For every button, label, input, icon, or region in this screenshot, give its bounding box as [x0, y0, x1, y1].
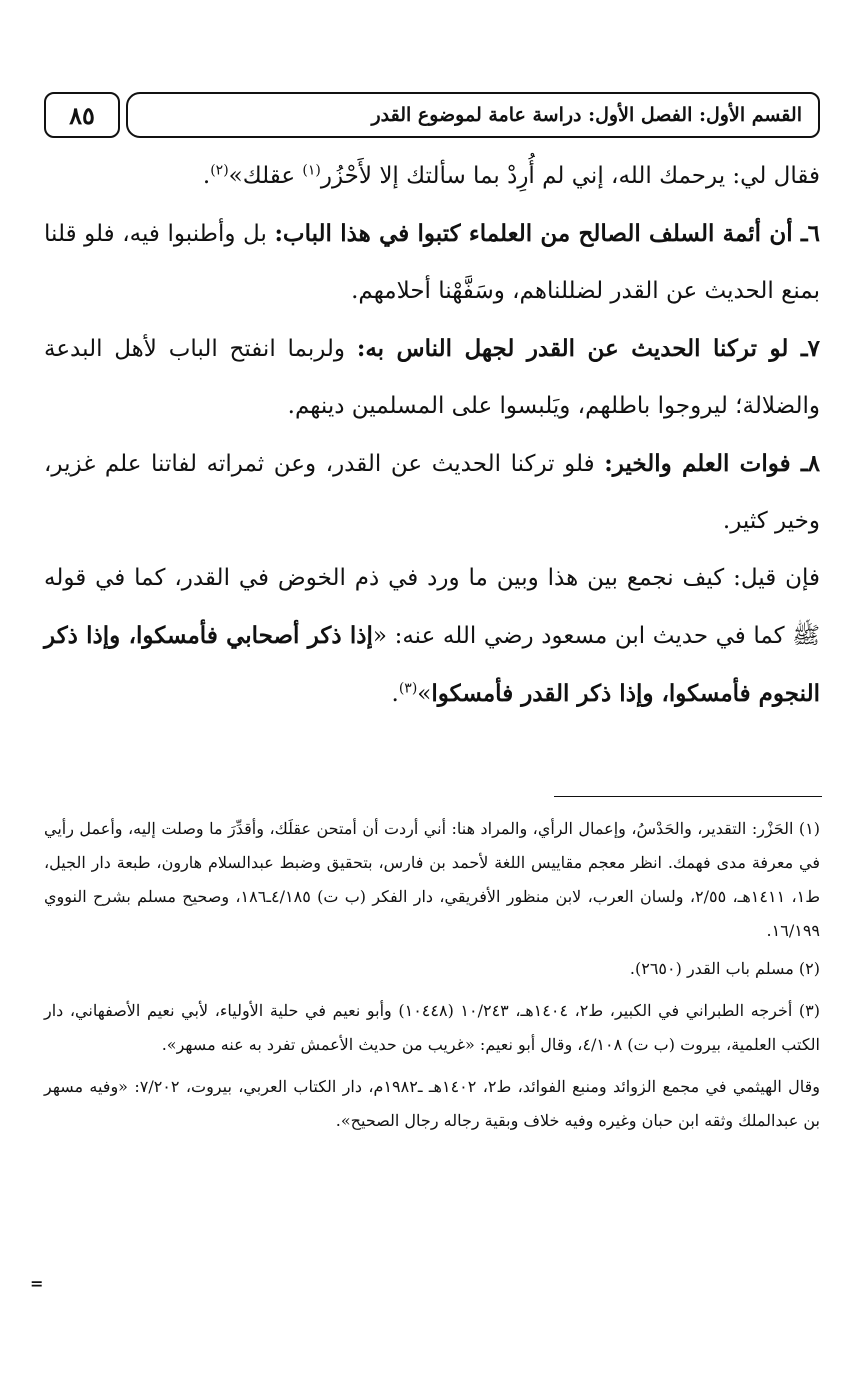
- main-text: [44, 148, 820, 723]
- p8-text: فلو تركنا الحديث عن القدر، وعن ثمراته لفاتنا علم غزير، وخير كثير.: [44, 451, 820, 534]
- p8-heading: ٨ـ فوات العلم والخير:: [604, 450, 820, 477]
- footnote-ref-1: (١): [302, 162, 321, 179]
- footnote-ref-3: (٣): [398, 680, 418, 697]
- footnote-3-continued: وقال الهيثمي في مجمع الزوائد ومنبع الفوائد، ط٢، ١٤٠٢هـ ـ١٩٨٢م، دار الكتاب العربي، بيروت، ٧/٢٠٢: «وفيه مسهر بن عبدالملك وثقه ابن حبان وغيره وفيه خلاف وبقية رجاله رجال الصحيح».: [44, 1077, 821, 1130]
- p6-heading: ٦ـ أن أئمة السلف الصالح من العلماء كتبوا في هذا الباب:: [274, 220, 820, 247]
- footnote-ref-2: (٢): [210, 162, 229, 179]
- p7-heading: ٧ـ لو تركنا الحديث عن القدر لجهل الناس به:: [356, 335, 820, 362]
- paragraph-6: [44, 205, 820, 320]
- footnote-2: (٢) مسلم باب القدر (٢٦٥٠).: [629, 959, 820, 978]
- p9-text: فإن قيل: كيف نجمع بين هذا وبين ما ورد في ذم الخوض في القدر، كما في قوله ﷺ كما في حديث ابن مسعود رضي الله عنه: «: [44, 565, 820, 649]
- footnotes: [44, 812, 820, 1142]
- paragraph-9: [44, 550, 820, 723]
- running-title: القسم الأول: الفصل الأول: دراسة عامة لموضوع القدر: [126, 92, 820, 138]
- continuation-mark: =: [30, 1274, 44, 1293]
- p1-text-c: .: [202, 163, 211, 189]
- p7-text: ولربما انفتح الباب لأهل البدعة والضلالة؛ ليروجوا باطلهم، ويَلبسوا على المسلمين دينهم.: [44, 336, 820, 419]
- p9-hadith-quote: إذا ذكر أصحابي فأمسكوا، وإذا ذكر النجوم فأمسكوا، وإذا ذكر القدر فأمسكوا: [44, 622, 820, 707]
- footnote-separator: [554, 796, 822, 797]
- p1-text-b: عقلك»: [228, 163, 303, 189]
- p9-end: .: [391, 681, 399, 707]
- paragraph-1: [44, 148, 820, 205]
- footnote-1: (١) الحَزْر: التقدير، والحَدْسُ، وإعمال الرأي، والمراد هنا: أني أردت أن أمتحن عقلَك، وأقدِّرَ ما وصلت إليه، وأعمل رأيي في معرفة مدى فهمك. انظر معجم مقاييس اللغة لأحمد بن فارس، بتحقيق وضبط عبدالسلام هارون، طبعة دار الجيل، ط١، ١٤١١هـ، ٢/٥٥، ولسان العرب، لابن منظور الأفريقي، دار الفكر (ب ت) ٤/١٨٥ـ١٨٦، وصحيح مسلم بشرح النووي ١٦/١٩٩.: [44, 819, 821, 940]
- p9-close: »: [417, 681, 432, 707]
- paragraph-8: [44, 435, 820, 550]
- page-number: ٨٥: [44, 92, 120, 138]
- footnote-3: (٣) أخرجه الطبراني في الكبير، ط٢، ١٤٠٤هـ، ١٠/٢٤٣ (١٠٤٤٨) وأبو نعيم في حلية الأولياء، لأبي نعيم الأصفهاني، دار الكتب العلمية، بيروت (ب ت) ٤/١٠٨، وقال أبو نعيم: «غريب من حديث الأعمش تفرد به عنه مسهر».: [44, 1001, 821, 1054]
- paragraph-7: [44, 320, 820, 435]
- running-header: [44, 92, 820, 142]
- p1-text-a: فقال لي: يرحمك الله، إني لم أُرِدْ بما سألتك إلا لأَحْزُر: [320, 163, 820, 189]
- p6-text: بل وأطنبوا فيه، فلو قلنا بمنع الحديث عن القدر لضللناهم، وسَفَّهْنا أحلامهم.: [44, 221, 820, 304]
